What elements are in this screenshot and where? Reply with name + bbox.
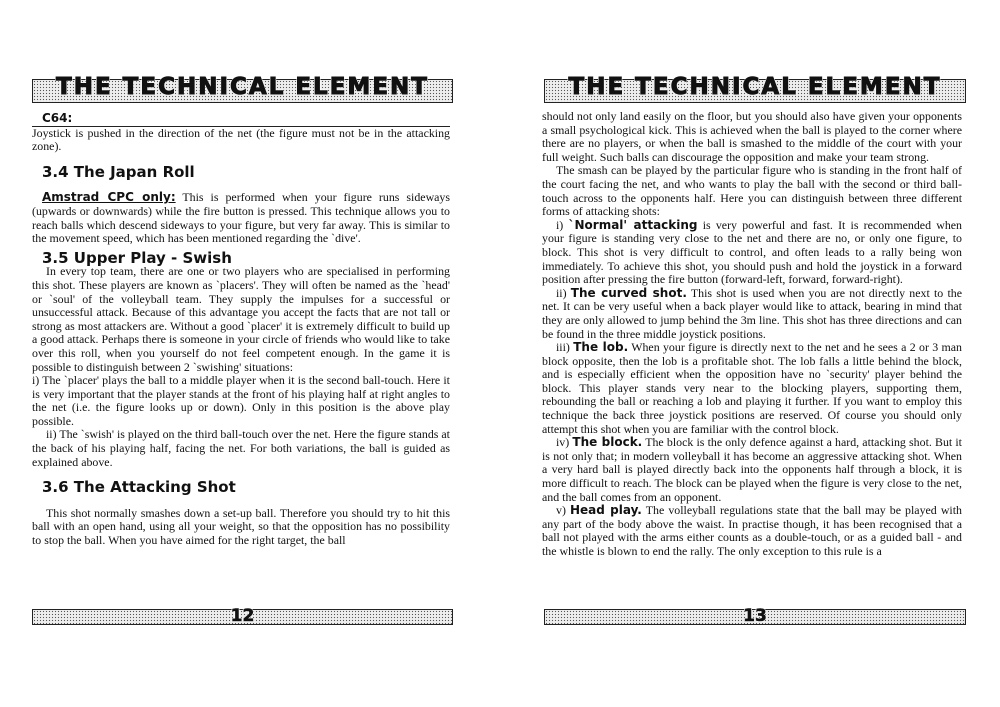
item-text: The volleyball regulations state that the ball may be played with any part of the body above the waist. In practise though, it has been recognised that a ball not played with the arms either counts as a double-touch, or as a guided ball - and the whistle is blown to end the rally. The only exception to this rule is a — [542, 503, 962, 558]
item-text: When your figure is directly next to the net and he sees a 2 or 3 man block opposite, then the lob is a profitable shot. The lob falls a little behind the block, and is especially efficient when the opposition have no `security' player behind the block. This player stands very near to the blocking players, supporting them, rebounding the ball or reaching a lob and playing it further. If you want to employ this technique the back three joystick positions are reserved. Of course you should only attempt this shot when you are familiar with the control block. — [542, 340, 962, 436]
page-footer-banner — [32, 606, 453, 626]
header-title: THE TECHNICAL ELEMENT — [56, 74, 429, 100]
item-heading: The lob. — [573, 340, 629, 355]
item-prefix: v) — [556, 503, 570, 518]
continued-paragraph: should not only land easily on the floor, but you should also have given your opponents a small psychological kick. This is achieved when the ball is played to the corner where there are no players, or when the ball is smashed to the middle of the court with your full weight. Such balls can discourage the opposition and make your team strong. — [542, 109, 962, 164]
page-header-banner — [32, 74, 453, 103]
section-3-5-item-ii: ii) The `swish' is played on the third ball-touch over the net. Here the figure stands at the back of his playing half, facing the net. For both variations, the ball is guided as explained above. — [32, 427, 450, 469]
smash-intro-paragraph: The smash can be played by the particular figure who is standing in the front half of the court facing the net, and who wants to play the ball with the second or third ball-touch across to the opponents half. Here you can distinguish between three different forms of attacking shots: — [542, 163, 962, 219]
item-text: This shot is used when you are not directly next to the net. It can be very useful when a back player would like to attack, bearing in mind that they are only allowed to jump behind the 3m line. This shot has three directions and can be found in the three middle joystick positions. — [542, 285, 962, 341]
amstrad-label: Amstrad CPC only: — [42, 190, 176, 205]
c64-heading: C64: — [42, 111, 73, 125]
page-number: 12 — [230, 606, 255, 626]
section-3-6-paragraph: This shot normally smashes down a set-up ball. Therefore you should try to hit this ball with an open hand, using all your weight, so that the opposition has no possibility to stop the ball. When you have aimed for the right target, the ball — [32, 505, 450, 548]
item-heading: Head play. — [570, 503, 642, 518]
section-3-5-paragraph: In every top team, there are one or two players who are specialised in performing this shot. These players are known as `placers'. They will often be named as the `head' or `soul' of the volleyball team. They supply the impulses for a successful or unsuccessful attack. Because of this advantage you accept the facts that are not tall or strong as most attackers are. Without a good `placer' it is extremely difficult to build up a good attack. Perhaps there is someone in your circle of friends who would like to take over this roll, when you yourself do not feel competent enough. In the game it is possible to distinguish between 2 `swishing' situations: — [32, 264, 450, 374]
header-title: THE TECHNICAL ELEMENT — [568, 74, 942, 100]
item-prefix: i) — [556, 217, 569, 232]
section-3-5-title: 3.5 Upper Play - Swish — [42, 248, 232, 267]
left-page-content — [32, 110, 450, 548]
shot-lob — [542, 341, 962, 436]
page-header-banner — [544, 74, 966, 103]
c64-text: Joystick is pushed in the direction of the net (the figure must not be in the attacking zone). — [32, 125, 450, 154]
section-3-4-title: 3.4 The Japan Roll — [42, 162, 195, 181]
shot-normal-attacking — [542, 219, 962, 287]
right-page-content — [542, 110, 962, 559]
section-3-4-paragraph — [32, 191, 450, 245]
item-heading: The curved shot. — [570, 285, 687, 300]
page-number: 13 — [743, 606, 767, 626]
section-3-6-title: 3.6 The Attacking Shot — [42, 478, 236, 497]
shot-curved — [542, 287, 962, 341]
item-text: The block is the only defence against a hard, attacking shot. But it is not only that; in modern volleyball it has become an aggressive attacking shot. When a very hard ball is played directly back into the opponents half through a block, it is more difficult to reach. The block can be played when the figure is very close to the net, and the ball comes from an opponent. — [542, 435, 962, 504]
shot-head-play — [542, 504, 962, 558]
item-heading: `Normal' attacking — [568, 217, 698, 232]
page-footer-banner — [544, 606, 966, 626]
item-prefix: iii) — [556, 340, 574, 355]
item-text: is very powerful and fast. It is recommended when your figure is standing very close to the net and there are no, or only one figure, to block. This shot is very difficult to control, and often leads to a rally being won immediately. To achieve this shot, you should push and hold the joystick in a forward position after pressing the fire button (forward-left, forward, forward-right). — [542, 217, 962, 287]
section-3-4-text: This is performed when your figure runs sideways (upwards or downwards) while the fire button is pressed. This technique allows you to reach balls which descend sideways to your figure, but very far away. This is similar to the movement speed, which has been mentioned regarding the `dive'. — [32, 190, 451, 246]
item-heading: The block. — [572, 435, 643, 450]
right-page — [500, 0, 1000, 707]
item-prefix: iv) — [556, 435, 573, 450]
section-3-5-item-i: i) The `placer' plays the ball to a middle player when it is the second ball-touch. Here it is very important that the player stands at the front of his playing half at right angles to the net (i.e. the figure looks up or down). Only in this position is the above play possible. — [32, 373, 450, 428]
item-prefix: ii) — [556, 285, 571, 300]
shot-block — [542, 436, 962, 504]
